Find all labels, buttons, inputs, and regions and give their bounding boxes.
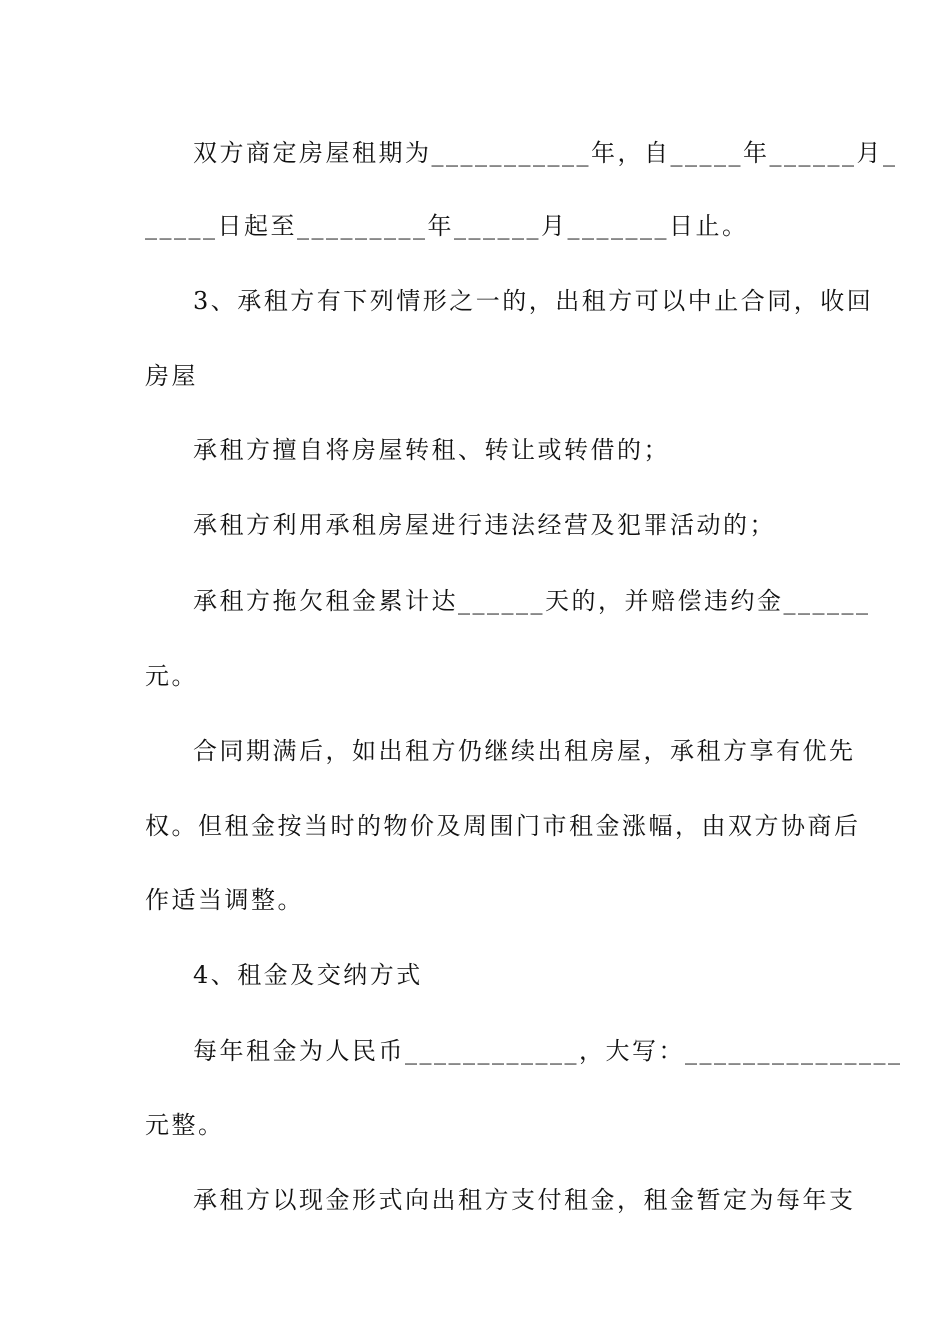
paragraph-renewal-cont-2: 作适当调整。: [145, 886, 304, 914]
clause-3-item-arrears-cont: 元。: [145, 662, 198, 690]
paragraph-lease-term: 双方商定房屋租期为___________年，自_____年______月_: [193, 139, 898, 167]
paragraph-annual-rent-cont: 元整。: [145, 1111, 225, 1139]
paragraph-annual-rent: 每年租金为人民币____________，大写：_______________: [193, 1037, 903, 1065]
clause-3-heading-cont: 房屋: [145, 362, 198, 390]
clause-3-item-sublet: 承租方擅自将房屋转租、转让或转借的；: [193, 436, 670, 464]
clause-3-heading: 3、承租方有下列情形之一的，出租方可以中止合同，收回: [193, 287, 874, 315]
paragraph-lease-term-cont: _____日起至_________年______月_______日止。: [145, 212, 749, 240]
clause-3-item-illegal: 承租方利用承租房屋进行违法经营及犯罪活动的；: [193, 511, 776, 539]
paragraph-renewal-cont-1: 权。但租金按当时的物价及周围门市租金涨幅，由双方协商后: [145, 812, 861, 840]
paragraph-payment-method: 承租方以现金形式向出租方支付租金，租金暂定为每年支: [193, 1186, 856, 1214]
clause-4-heading: 4、租金及交纳方式: [193, 961, 423, 989]
paragraph-renewal: 合同期满后，如出租方仍继续出租房屋，承租方享有优先: [193, 737, 856, 765]
clause-3-item-arrears: 承租方拖欠租金累计达______天的，并赔偿违约金______: [193, 587, 871, 615]
